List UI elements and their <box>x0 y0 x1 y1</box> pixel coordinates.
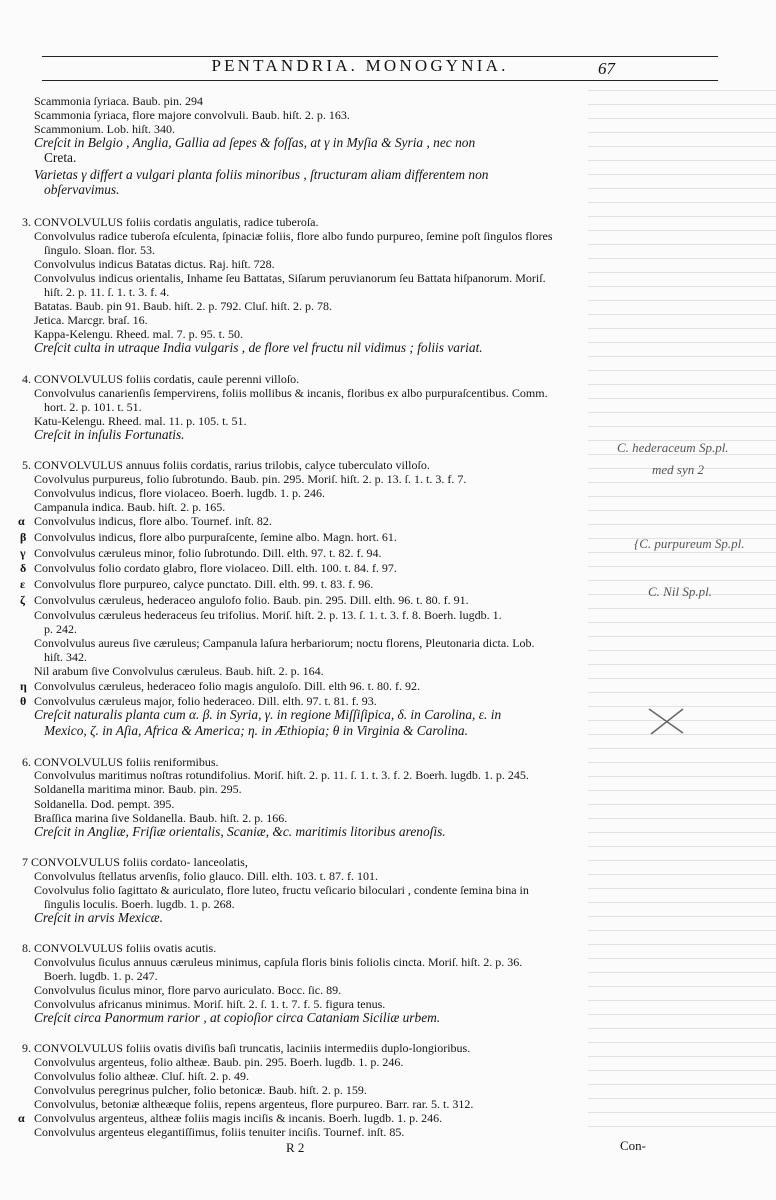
text-line: Convolvulus cæruleus major, folio hederaceo. Dill. elth. 97. t. 81. f. 93. <box>34 694 377 708</box>
text-line: Convolvulus argenteus, folio altheæ. Baub. pin. 295. Boerh. lugdb. 1. p. 246. <box>34 1055 404 1069</box>
text-line: 8. CONVOLVULUS foliis ovatis acutis. <box>22 941 217 955</box>
text-line: hiſt. 2. p. 11. ſ. 1. t. 3. f. 4. <box>44 285 170 299</box>
text-line: Convolvulus cæruleus, hederaceo folio magis anguloſo. Dill. elth 96. t. 80. f. 92. <box>34 679 420 693</box>
text-line: 7 CONVOLVULUS foliis cordato- lanceolatis, <box>22 855 248 869</box>
text-line: ſingulo. Sloan. flor. 53. <box>44 243 155 257</box>
text-line: Varietas γ differt a vulgari planta foliis minoribus , ſtructuram aliam differentem non <box>34 167 489 182</box>
variety-marker: δ <box>20 561 27 575</box>
text-line: Creſcit in arvis Mexicæ. <box>34 910 163 925</box>
text-line: 5. CONVOLVULUS annuus foliis cordatis, rarius trilobis, calyce tuberculato villoſo. <box>22 458 430 472</box>
variety-marker: ζ <box>20 593 25 607</box>
text-line: Convolvulus cæruleus minor, folio ſubrotundo. Dill. elth. 97. t. 82. f. 94. <box>34 546 382 560</box>
text-line: Scammonia ſyriaca, flore majore convolvuli. Baub. hiſt. 2. p. 163. <box>34 108 350 122</box>
text-line: Convolvulus argenteus elegantiſſimus, foliis tenuiter inciſis. Tournef. inſt. 85. <box>34 1125 405 1139</box>
signature-mark: R 2 <box>286 1140 305 1155</box>
margin-note: med syn 2 <box>652 462 704 477</box>
text-line: Soldanella maritima minor. Baub. pin. 295. <box>34 782 242 796</box>
text-line: hiſt. 342. <box>44 650 88 664</box>
text-line: Convolvulus indicus, flore violaceo. Boerh. lugdb. 1. p. 246. <box>34 486 325 500</box>
text-line: Convolvulus africanus minimus. Moriſ. hiſt. 2. ſ. 1. t. 7. f. 5. figura tenus. <box>34 997 386 1011</box>
text-line: ſingulis loculis. Boerh. lugdb. 1. p. 268. <box>44 897 235 911</box>
text-line: Convolvulus maritimus noſtras rotundifolius. Moriſ. hiſt. 2. p. 11. ſ. 1. t. 3. f. 2. Boerh. lugdb. 1. p. 245. <box>34 768 529 782</box>
variety-marker: γ <box>20 546 26 560</box>
text-line: Scammonia ſyriaca. Baub. pin. 294 <box>34 94 203 108</box>
text-line: Convolvulus flore purpureo, calyce punctato. Dill. elth. 99. t. 83. f. 96. <box>34 577 374 591</box>
text-line: Convolvulus folio altheæ. Cluſ. hiſt. 2. p. 49. <box>34 1069 250 1083</box>
text-line: Creſcit in Angliæ, Friſiæ orientalis, Scaniæ, &c. maritimis litoribus arenoſis. <box>34 824 446 839</box>
text-line: Creſcit in inſulis Fortunatis. <box>34 427 185 442</box>
text-line: Katu-Kelengu. Rheed. mal. 11. p. 105. t. 51. <box>34 414 247 428</box>
text-line: Mexico, ζ. in Aſia, Africa & America; η. in Æthiopia; θ in Virginia & Carolina. <box>44 723 468 738</box>
text-line: Convolvulus indicus, flore albo. Tournef. inſt. 82. <box>34 514 272 528</box>
text-line: Soldanella. Dod. pempt. 395. <box>34 797 175 811</box>
text-line: 6. CONVOLVULUS foliis reniformibus. <box>22 755 219 769</box>
text-line: 4. CONVOLVULUS foliis cordatis, caule perenni villoſo. <box>22 372 300 386</box>
text-line: Nil arabum ſive Convolvulus cæruleus. Baub. hiſt. 2. p. 164. <box>34 664 324 678</box>
text-line: Creſcit culta in utraque India vulgaris , de flore vel fructu nil vidimus ; foliis variat. <box>34 340 483 355</box>
text-line: Convolvulus indicus orientalis, Inhame ſeu Battatas, Siſarum peruvianorum ſeu Battata hiſpanorum. Moriſ. <box>34 271 546 285</box>
variety-marker: β <box>20 530 27 544</box>
text-line: Convolvulus argenteus, altheæ foliis magis inciſis & incanis. Boerh. lugdb. 1. p. 246. <box>34 1111 443 1125</box>
header-rule-bottom <box>42 80 718 81</box>
text-line: Convolvulus indicus Batatas dictus. Raj. hiſt. 728. <box>34 257 275 271</box>
text-line: p. 242. <box>44 622 77 636</box>
text-line: hort. 2. p. 101. t. 51. <box>44 400 142 414</box>
text-line: Convolvulus folio cordato glabro, flore violaceo. Dill. elth. 100. t. 84. f. 97. <box>34 561 397 575</box>
text-line: 3. CONVOLVULUS foliis cordatis angulatis, radice tuberoſa. <box>22 215 319 229</box>
text-line: Convolvulus radice tuberoſa eſculenta, ſpinaciæ foliis, flore albo fundo purpureo, ſemine poſt ſingulos flores <box>34 229 553 243</box>
text-line: Convolvulus ſiculus minor, flore parvo auriculato. Bocc. ſic. 89. <box>34 983 342 997</box>
variety-marker: η <box>20 679 27 693</box>
text-line: Convolvulus peregrinus pulcher, folio betonicæ. Baub. hiſt. 2. p. 159. <box>34 1083 367 1097</box>
text-line: 9. CONVOLVULUS foliis ovatis diviſis baſi truncatis, laciniis intermediis duplo-longioribus. <box>22 1041 471 1055</box>
text-line: Braſſica marina ſive Soldanella. Baub. hiſt. 2. p. 166. <box>34 811 288 825</box>
text-line: Covolvulus purpureus, folio ſubrotundo. Baub. pin. 295. Moriſ. hiſt. 2. p. 13. ſ. 1. t. 3. f. 7. <box>34 472 467 486</box>
catchword: Con- <box>620 1138 646 1153</box>
text-line: Creſcit naturalis planta cum α. β. in Syria, γ. in regione Miſſiſipica, δ. in Carolina, ε. in <box>34 707 502 722</box>
variety-marker: θ <box>20 694 27 708</box>
text-line: Creſcit in Belgio , Anglia, Gallia ad ſepes & foſſas, at γ in Myſia & Syria , nec non <box>34 135 476 150</box>
text-line: Jetica. Marcgr. braſ. 16. <box>34 313 148 327</box>
text-line: Convolvulus canarienſis ſempervirens, foliis mollibus & incanis, floribus ex albo purpuraſcentibus. Comm. <box>34 386 548 400</box>
text-line: Covolvulus folio ſagittato & auriculato, flore luteo, fructu veſicario biloculari , condente ſemina bina in <box>34 883 529 897</box>
bleed-through-shadow <box>588 90 776 1140</box>
text-line: Convolvulus ſtellatus arvenſis, folio glauco. Dill. elth. 103. t. 87. f. 101. <box>34 869 378 883</box>
text-line: Scammonium. Lob. hiſt. 340. <box>34 122 175 136</box>
text-line: Convolvulus cæruleus hederaceus ſeu trifolius. Moriſ. hiſt. 2. p. 13. ſ. 1. t. 3. f. 8. Boerh. lugdb. 1. <box>34 608 502 622</box>
variety-marker: α <box>18 514 25 528</box>
text-line: Convolvulus aureus ſive cæruleus; Campanula laſura herbariorum; noctu florens, Pleutonaria dicta. Lob. <box>34 636 535 650</box>
text-line: Creſcit circa Panormum rarior , at copioſior circa Cataniam Siciliæ urbem. <box>34 1010 441 1025</box>
running-title: PENTANDRIA. MONOGYNIA. <box>211 56 509 75</box>
text-line: Convolvulus cæruleus, hederaceo angulofo folio. Baub. pin. 295. Dill. elth. 96. t. 80. f. 91. <box>34 593 469 607</box>
variety-marker: ε <box>20 577 26 591</box>
handwritten-cross-mark <box>646 706 686 736</box>
text-line: Convolvulus, betoniæ altheæque foliis, repens argenteus, flore purpureo. Barr. rar. 5. t. 312. <box>34 1097 474 1111</box>
margin-note: C. hederaceum Sp.pl. <box>617 440 729 455</box>
margin-note: {C. purpureum Sp.pl. <box>634 536 745 551</box>
text-line: Kappa-Kelengu. Rheed. mal. 7. p. 95. t. 50. <box>34 327 243 341</box>
text-line: obſervavimus. <box>44 182 120 197</box>
text-line: Batatas. Baub. pin 91. Baub. hiſt. 2. p. 792. Cluſ. hiſt. 2. p. 78. <box>34 299 332 313</box>
page-number: 67 <box>598 59 615 78</box>
text-line: Convolvulus indicus, flore albo purpuraſcente, ſemine albo. Magn. hort. 61. <box>34 530 397 544</box>
text-line: Creta. <box>44 150 77 165</box>
text-line: Boerh. lugdb. 1. p. 247. <box>44 969 158 983</box>
text-line: Convolvulus ſiculus annuus cæruleus minimus, capſula floris binis foliolis cincta. Moriſ. hiſt. 2. p. 36. <box>34 955 523 969</box>
variety-marker: α <box>18 1111 25 1125</box>
margin-note: C. Nil Sp.pl. <box>648 584 712 599</box>
text-line: Campanula indica. Baub. hiſt. 2. p. 165. <box>34 500 226 514</box>
